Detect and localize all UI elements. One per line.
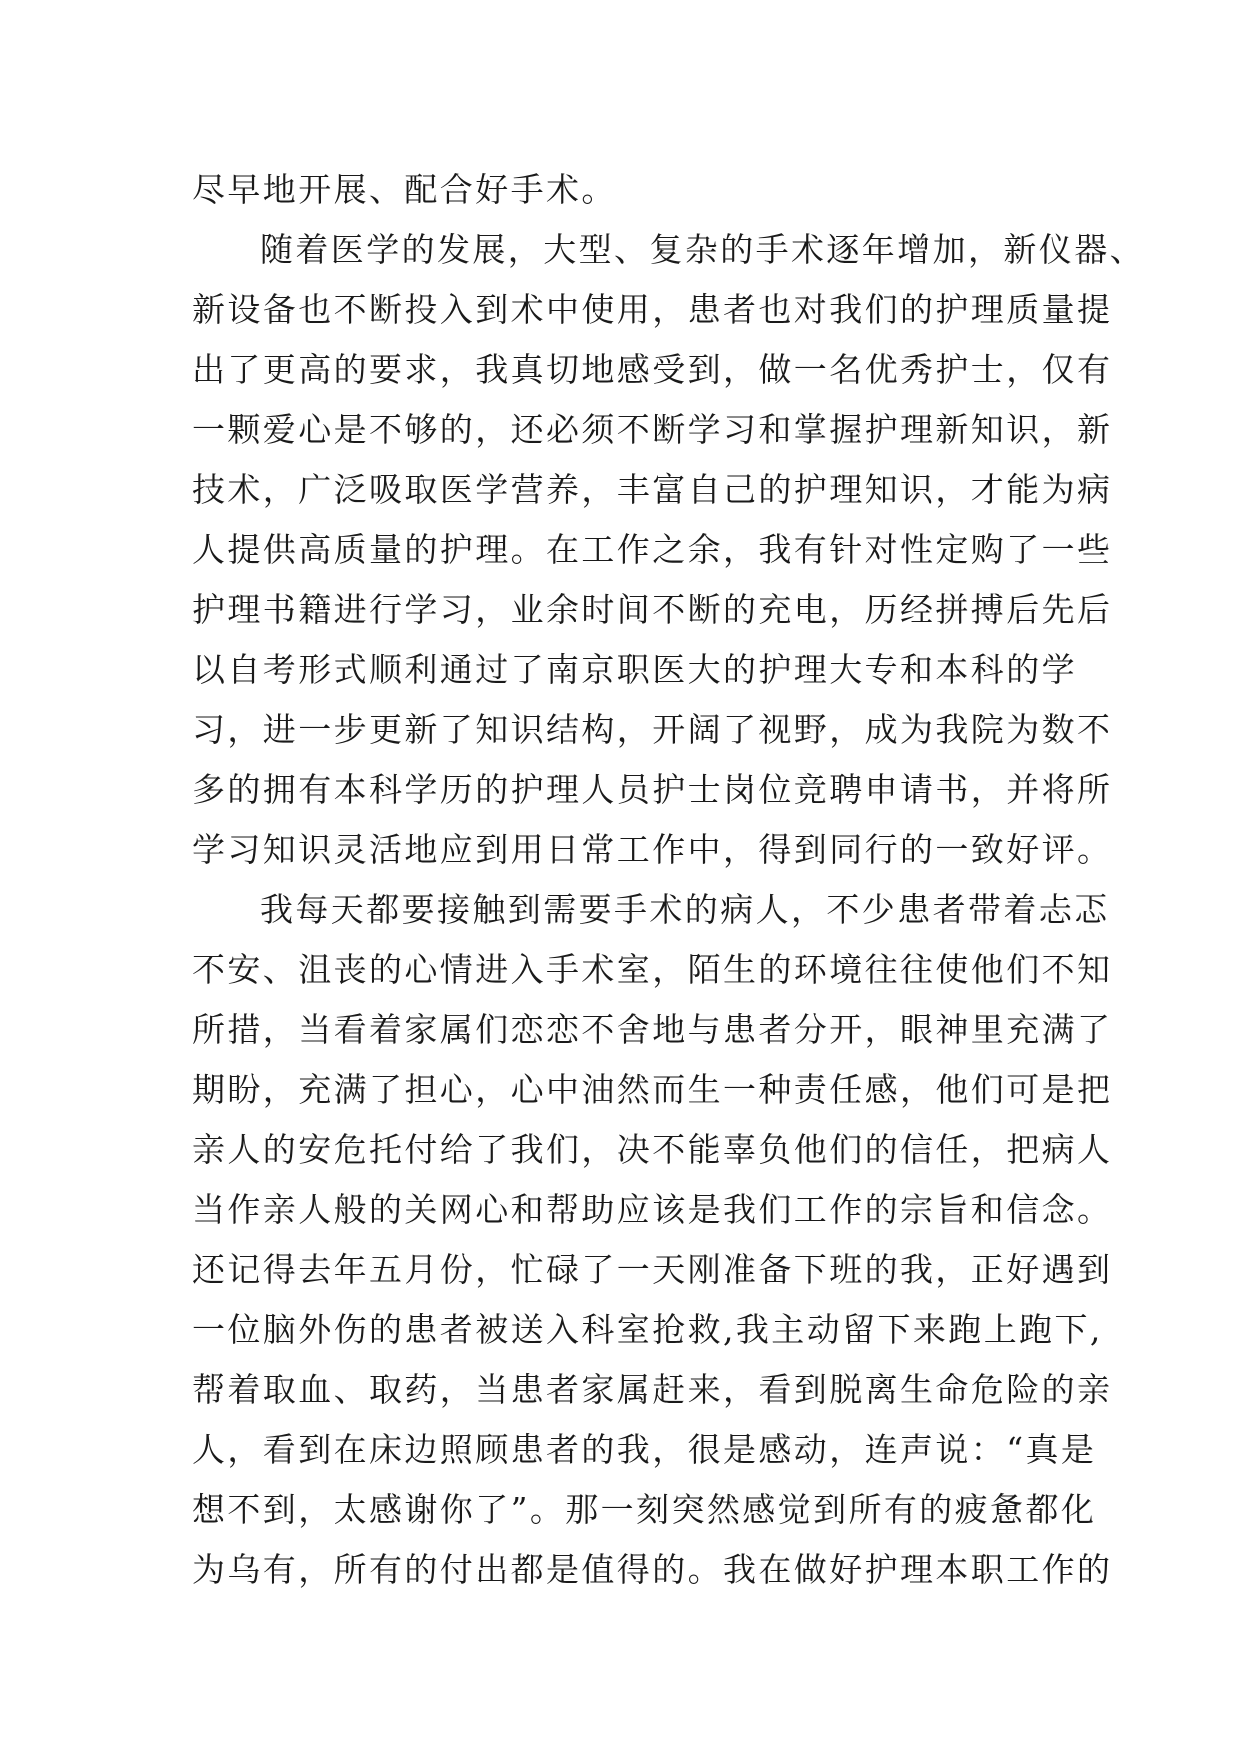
text-line: 新设备也不断投入到术中使用，患者也对我们的护理质量提 (192, 290, 1113, 329)
text-line: 出了更高的要求，我真切地感受到，做一名优秀护士，仅有 (192, 350, 1113, 389)
text-line: 人，看到在床边照顾患者的我，很是感动，连声说：“真是 (192, 1430, 1097, 1469)
text-line: 为乌有，所有的付出都是值得的。我在做好护理本职工作的 (192, 1550, 1113, 1589)
text-line: 人提供高质量的护理。在工作之余，我有针对性定购了一些 (192, 530, 1113, 569)
text-line: 学习知识灵活地应到用日常工作中，得到同行的一致好评。 (192, 830, 1113, 869)
text-line: 尽早地开展、配合好手术。 (192, 170, 617, 209)
text-line: 当作亲人般的关网心和帮助应该是我们工作的宗旨和信念。 (192, 1190, 1113, 1229)
text-line: 一位脑外伤的患者被送入科室抢救,我主动留下来跑上跑下, (192, 1310, 1103, 1349)
text-line: 想不到，太感谢你了”。那一刻突然感觉到所有的疲惫都化 (192, 1490, 1097, 1529)
text-line: 期盼，充满了担心，心中油然而生一种责任感，他们可是把 (192, 1070, 1113, 1109)
text-line: 亲人的安危托付给了我们，决不能辜负他们的信任，把病人 (192, 1130, 1113, 1169)
text-line: 习，进一步更新了知识结构，开阔了视野，成为我院为数不 (192, 710, 1113, 749)
text-line: 帮着取血、取药，当患者家属赶来，看到脱离生命危险的亲 (192, 1370, 1113, 1409)
text-line: 不安、沮丧的心情进入手术室，陌生的环境往往使他们不知 (192, 950, 1113, 989)
paragraph-start-line: 我每天都要接触到需要手术的病人，不少患者带着忐忑 (260, 890, 1110, 929)
text-line: 一颗爱心是不够的，还必须不断学习和掌握护理新知识，新 (192, 410, 1113, 449)
paragraph-start-line: 随着医学的发展，大型、复杂的手术逐年增加，新仪器、 (260, 230, 1145, 269)
text-line: 还记得去年五月份，忙碌了一天刚准备下班的我，正好遇到 (192, 1250, 1113, 1289)
text-line: 以自考形式顺利通过了南京职医大的护理大专和本科的学 (192, 650, 1077, 689)
text-line: 所措，当看着家属们恋恋不舍地与患者分开，眼神里充满了 (192, 1010, 1113, 1049)
text-line: 多的拥有本科学历的护理人员护士岗位竞聘申请书，并将所 (192, 770, 1113, 809)
text-line: 技术，广泛吸取医学营养，丰富自己的护理知识，才能为病 (192, 470, 1113, 509)
body-text (192, 160, 1145, 1600)
text-line: 护理书籍进行学习，业余时间不断的充电，历经拼搏后先后 (192, 590, 1113, 629)
